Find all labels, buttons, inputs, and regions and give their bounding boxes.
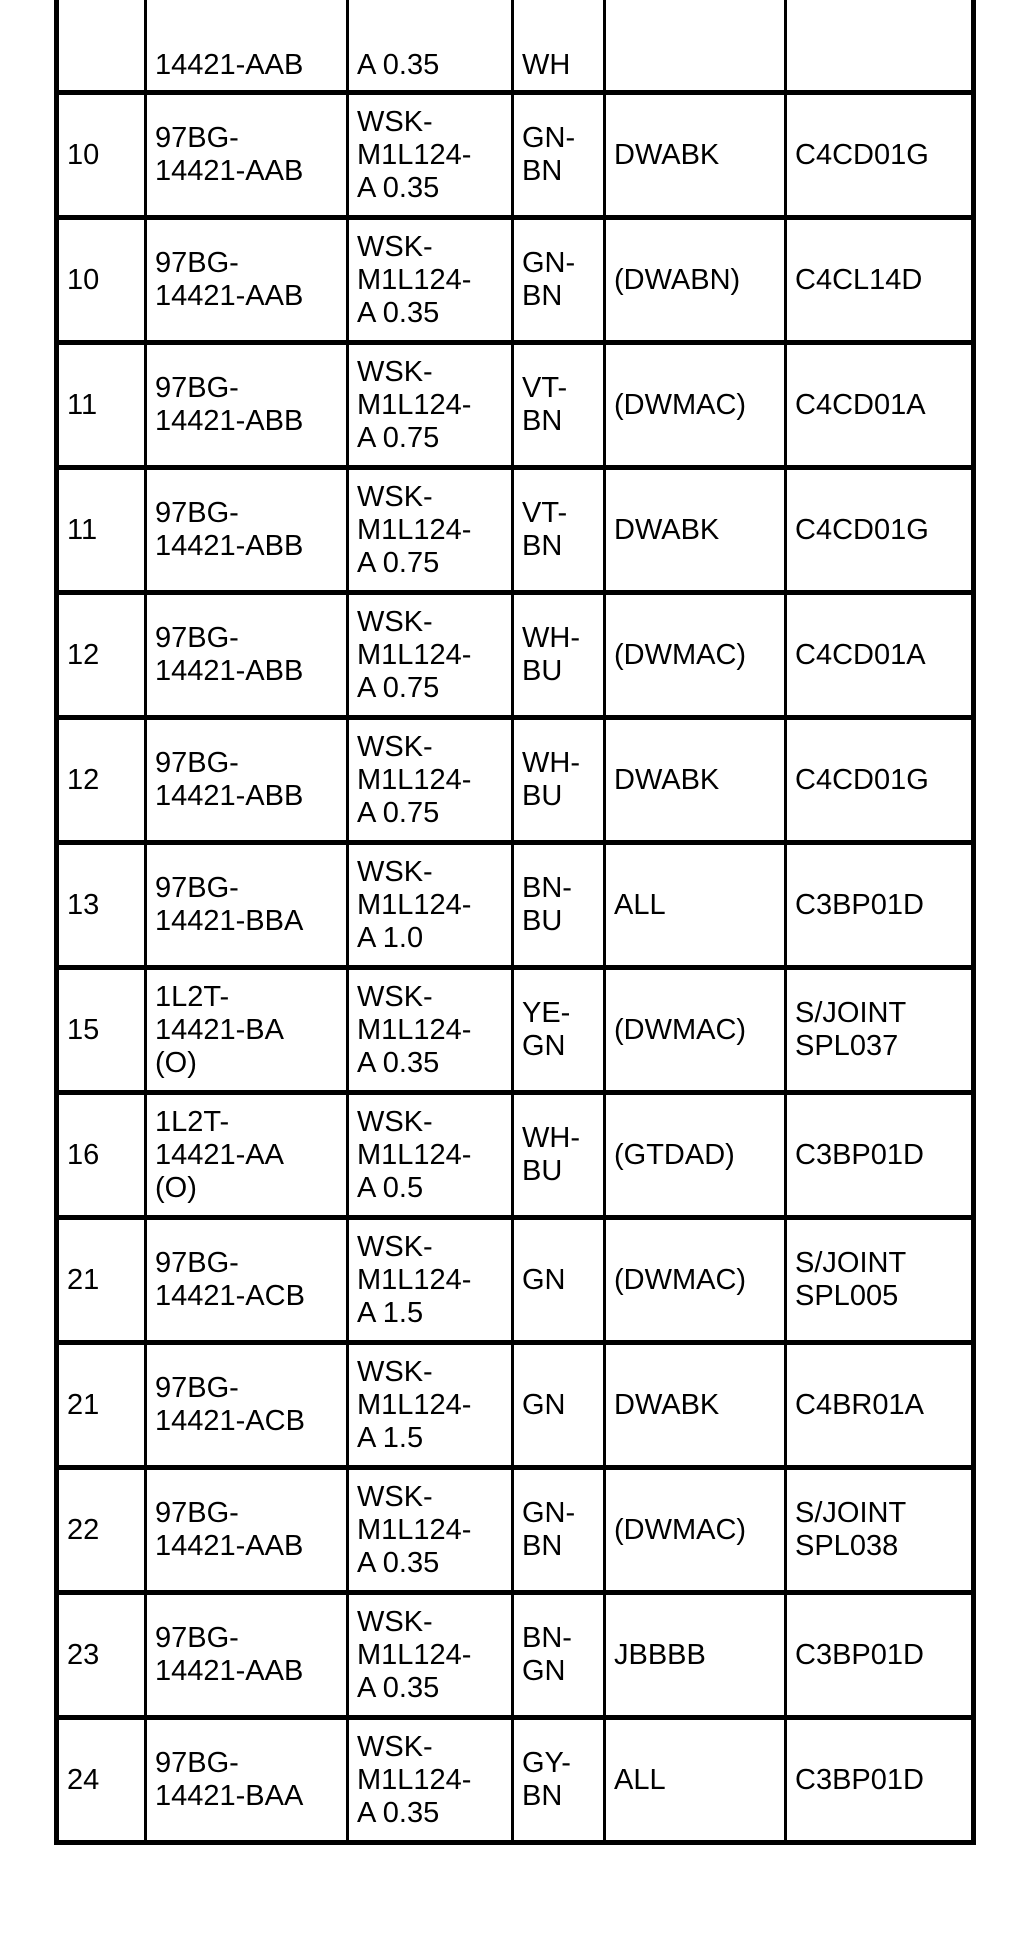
table-row <box>57 1468 974 1593</box>
cell-part-number: 97BG- 14421-AAB <box>146 1593 348 1718</box>
cell-pin: 11 <box>57 468 146 593</box>
cell-part-number: 1L2T- 14421-BA (O) <box>146 968 348 1093</box>
table-row <box>57 1718 974 1843</box>
cell-option-code: (DWABN) <box>605 218 786 343</box>
cell-destination: C4BR01A <box>786 1343 974 1468</box>
cell-option-code: (GTDAD) <box>605 1093 786 1218</box>
cell-wire-color: YE- GN <box>513 968 605 1093</box>
table-row <box>57 718 974 843</box>
cell-option-code: ALL <box>605 843 786 968</box>
cell-wire-color: BN- GN <box>513 1593 605 1718</box>
cell-destination: C3BP01D <box>786 843 974 968</box>
cell-part-number: 97BG- 14421-AAB <box>146 1468 348 1593</box>
cell-part-number: 97BG- 14421-ABB <box>146 343 348 468</box>
cell-part-number: 97BG- 14421-ABB <box>146 718 348 843</box>
cell-destination: C3BP01D <box>786 1718 974 1843</box>
wire-connection-table <box>54 0 976 1845</box>
cell-wire-color: GN- BN <box>513 93 605 218</box>
cell-pin: 15 <box>57 968 146 1093</box>
cell-destination: C4CD01G <box>786 93 974 218</box>
table-row <box>57 1343 974 1468</box>
cell-wire-spec: WSK- M1L124- A 1.5 <box>348 1343 513 1468</box>
cell-pin: 13 <box>57 843 146 968</box>
table-row <box>57 593 974 718</box>
cell-wire-spec: WSK- M1L124- A 0.5 <box>348 1093 513 1218</box>
cell-destination <box>786 0 974 93</box>
cell-wire-color: BN- BU <box>513 843 605 968</box>
cell-destination: C4CD01A <box>786 343 974 468</box>
cell-option-code: DWABK <box>605 718 786 843</box>
cell-wire-spec: WSK- M1L124- A 0.35 <box>348 1718 513 1843</box>
cell-wire-color: GY- BN <box>513 1718 605 1843</box>
cell-option-code: (DWMAC) <box>605 968 786 1093</box>
cell-option-code: DWABK <box>605 93 786 218</box>
cell-part-number: 97BG- 14421-AAB <box>146 93 348 218</box>
cell-wire-spec: WSK- M1L124- A 0.35 <box>348 968 513 1093</box>
cell-wire-spec: WSK- M1L124- A 1.5 <box>348 1218 513 1343</box>
cell-destination: S/JOINT SPL037 <box>786 968 974 1093</box>
cell-pin: 12 <box>57 718 146 843</box>
cell-option-code <box>605 0 786 93</box>
table-row <box>57 1218 974 1343</box>
cell-option-code: (DWMAC) <box>605 593 786 718</box>
table-row <box>57 218 974 343</box>
cell-option-code: JBBBB <box>605 1593 786 1718</box>
cell-wire-color: GN <box>513 1343 605 1468</box>
cell-part-number: 97BG- 14421-ACB <box>146 1343 348 1468</box>
table-row <box>57 468 974 593</box>
cell-pin: 10 <box>57 218 146 343</box>
table-row <box>57 843 974 968</box>
table-row <box>57 1093 974 1218</box>
cell-part-number: 97BG- 14421-BBA <box>146 843 348 968</box>
cell-wire-spec: WSK- M1L124- A 0.75 <box>348 343 513 468</box>
cell-pin: 22 <box>57 1468 146 1593</box>
cell-part-number: 97BG- 14421-ABB <box>146 468 348 593</box>
cell-pin: 23 <box>57 1593 146 1718</box>
cell-part-number: 97BG- 14421-ABB <box>146 593 348 718</box>
cell-part-number: 1L2T- 14421-AA (O) <box>146 1093 348 1218</box>
cell-wire-color: WH- BU <box>513 1093 605 1218</box>
cell-option-code: (DWMAC) <box>605 1468 786 1593</box>
cell-wire-spec: WSK- M1L124- A 1.0 <box>348 843 513 968</box>
cell-wire-spec: WSK- M1L124- A 0.35 <box>348 1468 513 1593</box>
cell-wire-color: WH- BU <box>513 593 605 718</box>
cell-pin: 10 <box>57 93 146 218</box>
cell-wire-spec: A 0.35 <box>348 0 513 93</box>
cell-part-number: 97BG- 14421-BAA <box>146 1718 348 1843</box>
table-row-partial <box>57 0 974 93</box>
cell-destination: C3BP01D <box>786 1593 974 1718</box>
cell-option-code: DWABK <box>605 468 786 593</box>
cell-pin: 12 <box>57 593 146 718</box>
table-row <box>57 968 974 1093</box>
cell-part-number: 97BG- 14421-ACB <box>146 1218 348 1343</box>
cell-wire-spec: WSK- M1L124- A 0.75 <box>348 468 513 593</box>
cell-pin: 21 <box>57 1343 146 1468</box>
cell-option-code: ALL <box>605 1718 786 1843</box>
cell-wire-color: WH- BU <box>513 718 605 843</box>
cell-destination: C4CD01A <box>786 593 974 718</box>
cell-wire-spec: WSK- M1L124- A 0.35 <box>348 1593 513 1718</box>
cell-wire-spec: WSK- M1L124- A 0.35 <box>348 93 513 218</box>
cell-pin <box>57 0 146 93</box>
cell-wire-spec: WSK- M1L124- A 0.35 <box>348 218 513 343</box>
cell-destination: S/JOINT SPL005 <box>786 1218 974 1343</box>
cell-destination: C4CD01G <box>786 468 974 593</box>
cell-option-code: (DWMAC) <box>605 343 786 468</box>
cell-wire-color: GN- BN <box>513 218 605 343</box>
cell-pin: 24 <box>57 1718 146 1843</box>
cell-destination: C4CD01G <box>786 718 974 843</box>
cell-wire-color: VT- BN <box>513 343 605 468</box>
cell-wire-color: GN- BN <box>513 1468 605 1593</box>
table-body <box>57 0 974 1843</box>
cell-wire-spec: WSK- M1L124- A 0.75 <box>348 593 513 718</box>
cell-option-code: (DWMAC) <box>605 1218 786 1343</box>
cell-destination: S/JOINT SPL038 <box>786 1468 974 1593</box>
cell-destination: C4CL14D <box>786 218 974 343</box>
cell-pin: 11 <box>57 343 146 468</box>
cell-wire-color: VT- BN <box>513 468 605 593</box>
cell-part-number: 97BG- 14421-AAB <box>146 218 348 343</box>
cell-wire-spec: WSK- M1L124- A 0.75 <box>348 718 513 843</box>
cell-part-number: 14421-AAB <box>146 0 348 93</box>
table-row <box>57 343 974 468</box>
cell-wire-color: WH <box>513 0 605 93</box>
cell-destination: C3BP01D <box>786 1093 974 1218</box>
cell-wire-color: GN <box>513 1218 605 1343</box>
cell-pin: 21 <box>57 1218 146 1343</box>
cell-option-code: DWABK <box>605 1343 786 1468</box>
cell-pin: 16 <box>57 1093 146 1218</box>
table-row <box>57 93 974 218</box>
table-row <box>57 1593 974 1718</box>
